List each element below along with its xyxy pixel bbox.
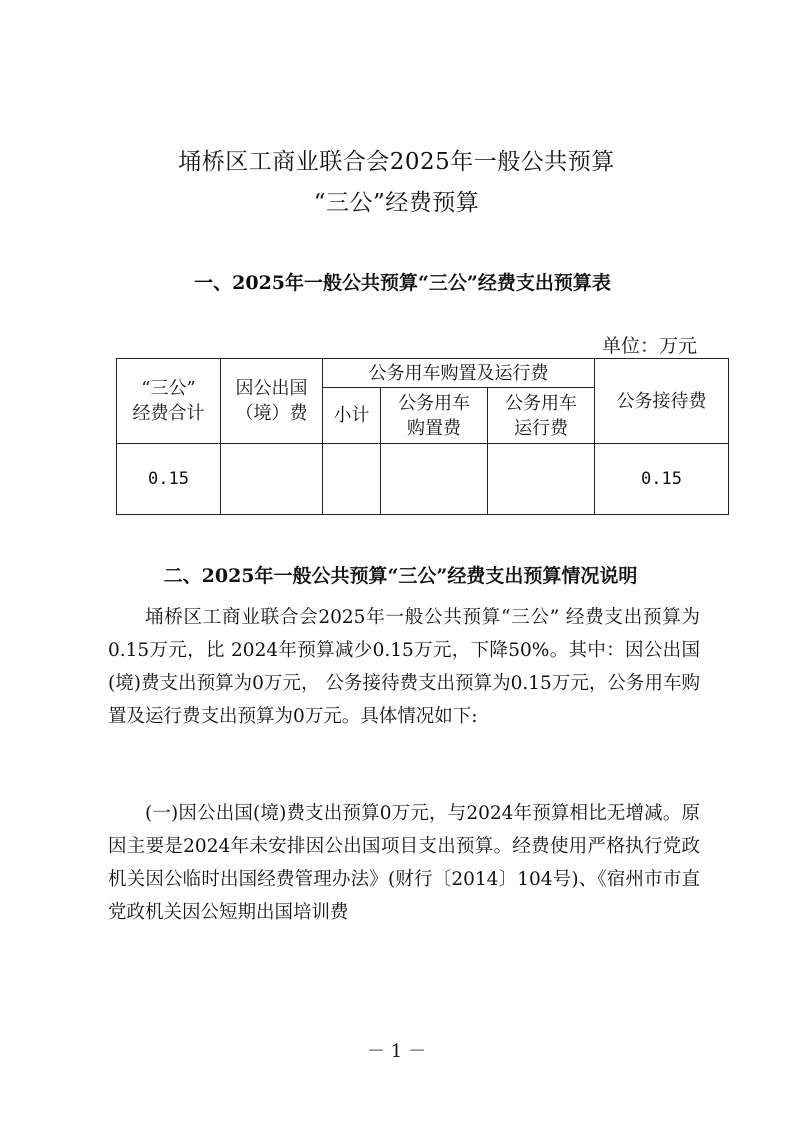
section1-heading: 一、2025年一般公共预算“三公”经费支出预算表 [194, 272, 611, 294]
cell-total: 0.15 [117, 444, 221, 515]
header-vehicle-operation [488, 388, 595, 444]
paragraph-summary: 埇桥区工商业联合会2025年一般公共预算“三公” 经费支出预算为0.15万元，比 2024年预算减少0.15万元，下降50%。其中：因公出国(境)费支出预算为0万元， 公务接待费支出预算为0.15万元，公务用车购置及运行费支出预算为0万元。具体情况如下: [108, 607, 700, 727]
header-abroad-line1: 因公出国 [235, 378, 308, 399]
header-vehicle-group: 公务用车购置及运行费 [323, 359, 595, 388]
table-row [117, 444, 729, 515]
header-total-line1: “三公” [141, 378, 196, 399]
section2-heading: 二、2025年一般公共预算“三公”经费支出预算情况说明 [163, 565, 638, 587]
header-vehicle-purchase-line1: 公务用车 [398, 392, 470, 414]
header-vehicle-purchase [381, 388, 488, 444]
cell-vehicle-purchase [381, 444, 488, 515]
budget-table [116, 358, 729, 515]
header-abroad-line2: （境）费 [235, 403, 308, 424]
cell-reception: 0.15 [595, 444, 729, 515]
header-vehicle-operation-line2: 运行费 [514, 417, 568, 439]
header-vehicle-purchase-line2: 购置费 [407, 417, 461, 439]
cell-vehicle-operation [488, 444, 595, 515]
cell-subtotal [323, 444, 381, 515]
unit-label: 单位：万元 [601, 335, 697, 357]
cell-abroad [221, 444, 323, 515]
header-total-line2: 经费合计 [132, 403, 205, 424]
page-number: － 1 － [367, 1041, 426, 1062]
header-subtotal: 小计 [323, 388, 381, 444]
header-vehicle-operation-line1: 公务用车 [505, 392, 577, 414]
paragraph-abroad-detail: (一)因公出国(境)费支出预算0万元，与2024年预算相比无增减。原因主要是2024年未安排因公出国项目支出预算。经费使用严格执行党政机关因公临时出国经费管理办法》(财行〔2014〕104号)、《宿州市市直党政机关因公短期出国培训费 [108, 803, 700, 923]
document-title-line1: 埇桥区工商业联合会2025年一般公共预算 [178, 149, 615, 175]
document-title-line2: “三公”经费预算 [313, 190, 480, 216]
header-total [117, 359, 221, 444]
header-reception: 公务接待费 [595, 359, 729, 444]
header-abroad [221, 359, 323, 444]
